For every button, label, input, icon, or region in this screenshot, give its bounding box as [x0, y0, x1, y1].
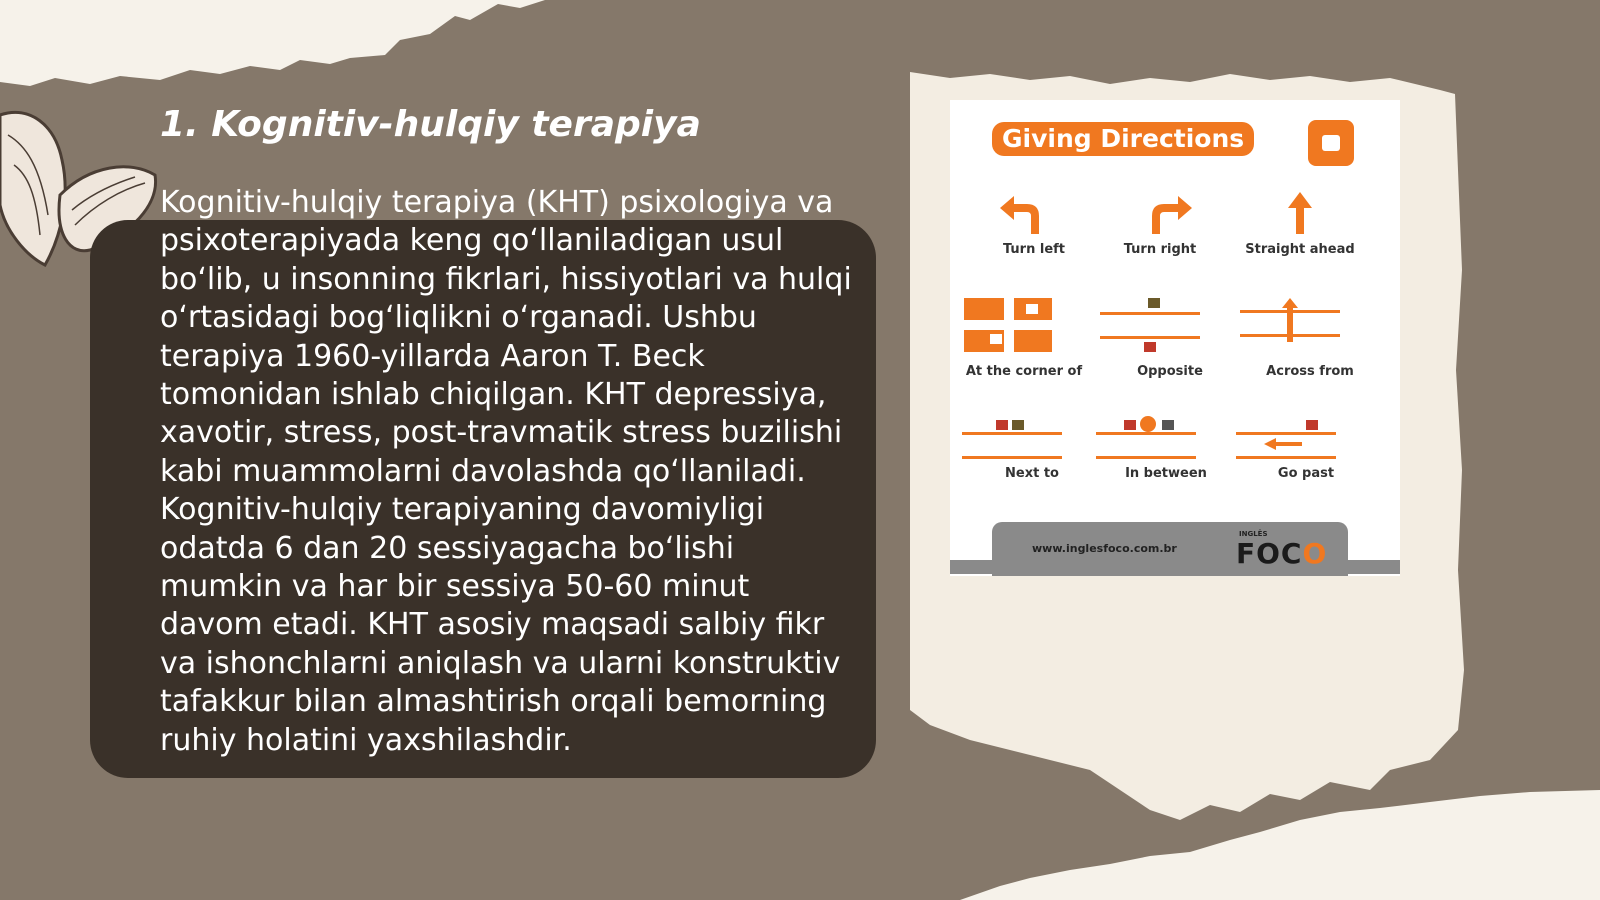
turn-left-arrow-icon — [964, 190, 1104, 240]
direction-go-past — [1236, 416, 1376, 526]
direction-label: Across from — [1266, 364, 1354, 379]
poster-footer — [992, 522, 1348, 576]
opposite-street-icon — [1100, 296, 1240, 356]
direction-label: Opposite — [1137, 364, 1203, 379]
direction-label: Turn left — [1002, 242, 1066, 257]
direction-label: Turn right — [1123, 242, 1197, 257]
direction-label: At the corner of — [965, 364, 1083, 379]
poster-logo-icon — [1308, 120, 1354, 166]
next-to-street-icon — [962, 416, 1102, 466]
poster-brand-logo — [1236, 537, 1327, 570]
in-between-street-icon — [1096, 416, 1236, 466]
directions-poster — [950, 100, 1400, 576]
direction-in-between — [1096, 416, 1236, 526]
direction-opposite — [1100, 296, 1240, 406]
brand-suffix: O — [1302, 537, 1328, 570]
corner-blocks-icon — [954, 296, 1094, 356]
direction-label: Go past — [1277, 466, 1335, 481]
direction-label: Straight ahead — [1245, 242, 1355, 257]
turn-right-arrow-icon — [1090, 190, 1230, 240]
slide-body-text: Kognitiv-hulqiy terapiya (KHT) psixologiya va psixoterapiyada keng qo‘llaniladigan usul bo‘lib, u insonning fikrlari, hissiyotlari va hulqi o‘rtasidagi bog‘liqlikni o‘rganadi. Ushbu terapiya 1960-yillarda Aaron T. Beck tomonidan ishlab chiqilgan. KHT depressiya, xavotir, stress, post-travmatik stress buzilishi kabi muammolarni davolashda qo‘llaniladi. Kognitiv-hulqiy terapiyaning davomiyligi odatda 6 dan 20 sessiyagacha bo‘lishi mumkin va har bir sessiya 50-60 minut davom etadi. KHT asosiy maqsadi salbiy fikr va ishonchlarni aniqlash va ularni konstruktiv tafakkur bilan almashtirish orqali bemorning ruhiy holatini yaxshilashdir. — [160, 185, 852, 758]
direction-across-from — [1240, 296, 1380, 406]
straight-ahead-arrow-icon — [1230, 190, 1370, 240]
across-street-icon — [1240, 296, 1380, 356]
slide-title: 1. Kognitiv-hulqiy terapiya — [160, 104, 701, 145]
direction-label: Next to — [1005, 466, 1059, 481]
brand-prefix: FOC — [1236, 537, 1303, 570]
direction-straight-ahead — [1230, 190, 1370, 300]
direction-turn-left — [964, 190, 1104, 300]
direction-at-the-corner-of — [954, 296, 1094, 406]
direction-label: In between — [1125, 466, 1207, 481]
direction-turn-right — [1090, 190, 1230, 300]
torn-paper-top-left — [0, 0, 560, 120]
poster-url: www.inglesfoco.com.br — [1032, 542, 1177, 555]
poster-title: Giving Directions — [992, 122, 1254, 156]
go-past-street-icon — [1236, 416, 1376, 466]
direction-next-to — [962, 416, 1102, 526]
poster-brand-tagline: INGLÊS — [1239, 530, 1268, 538]
